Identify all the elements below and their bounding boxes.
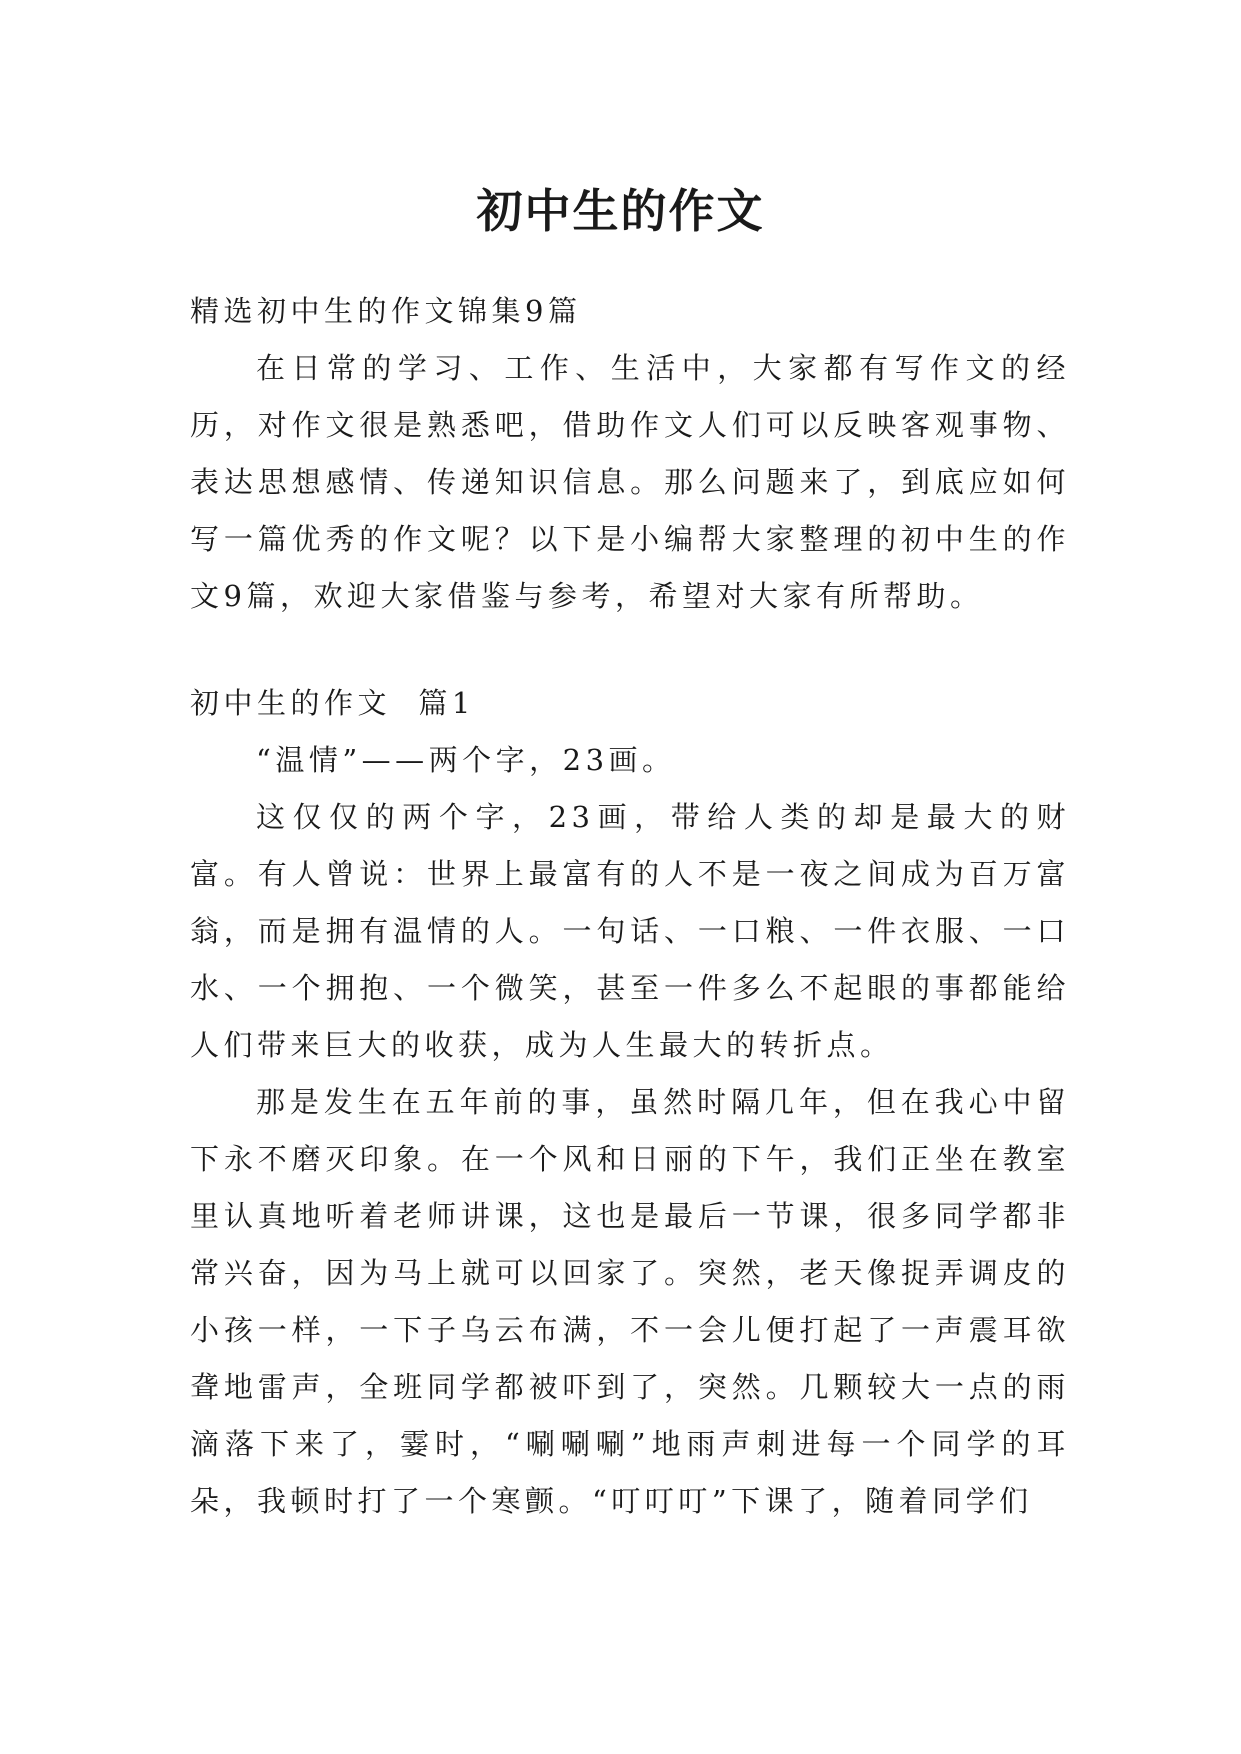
collection-heading: 精选初中生的作文锦集9篇	[190, 294, 582, 328]
section-heading: 初中生的作文 篇1	[190, 686, 475, 720]
document-title: 初中生的作文	[476, 183, 765, 238]
intro-paragraph: 在日常的学习、工作、生活中，大家都有写作文的经历，对作文很是熟悉吧，借助作文人们可以反映客观事物、表达思想感情、传递知识信息。那么问题来了，到底应如何写一篇优秀的作文呢？以下是小编帮大家整理的初中生的作文9篇，欢迎大家借鉴与参考，希望对大家有所帮助。	[190, 351, 1070, 613]
document-body	[190, 283, 1070, 1530]
body-paragraph: “温情”——两个字，23画。	[256, 743, 676, 777]
body-paragraph: 这仅仅的两个字，23画，带给人类的却是最大的财富。有人曾说：世界上最富有的人不是一夜之间成为百万富翁，而是拥有温情的人。一句话、一口粮、一件衣服、一口水、一个拥抱、一个微笑，甚至一件多么不起眼的事都能给人们带来巨大的收获，成为人生最大的转折点。	[190, 800, 1070, 1062]
body-paragraph: 那是发生在五年前的事，虽然时隔几年，但在我心中留下永不磨灭印象。在一个风和日丽的下午，我们正坐在教室里认真地听着老师讲课，这也是最后一节课，很多同学都非常兴奋，因为马上就可以回家了。突然，老天像捉弄调皮的小孩一样，一下子乌云布满，不一会儿便打起了一声震耳欲聋地雷声，全班同学都被吓到了，突然。几颗较大一点的雨滴落下来了，霎时，“唰唰唰”地雨声刺进每一个同学的耳朵，我顿时打了一个寒颤。“叮叮叮”下课了，随着同学们	[190, 1085, 1070, 1518]
